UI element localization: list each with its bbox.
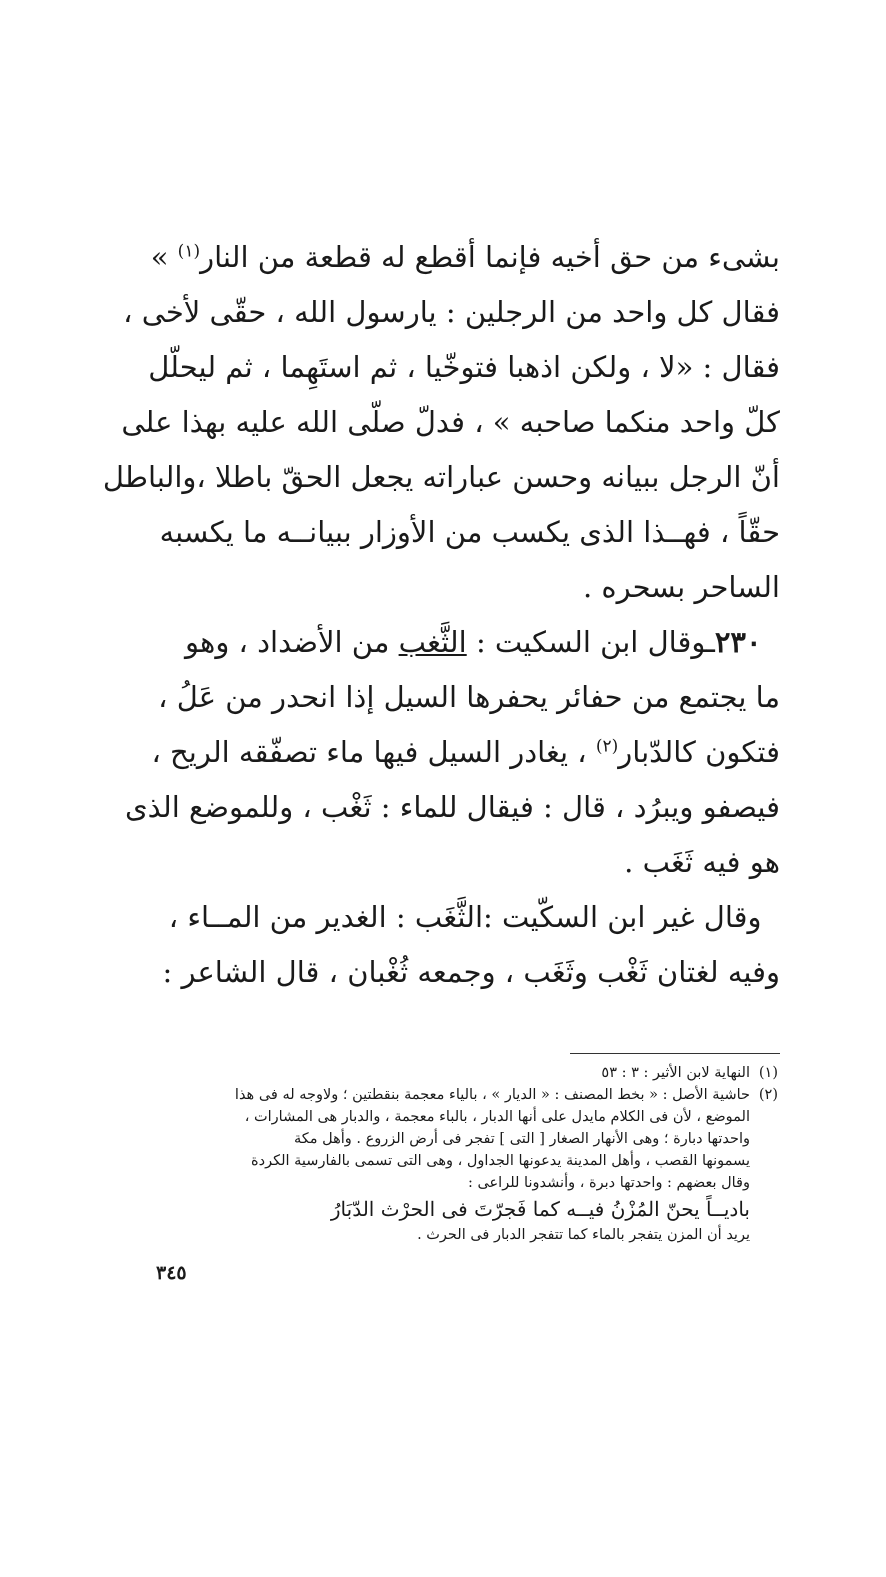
- footnote-line: يريد أن المزن يتفجر بالماء كما تتفجر الدبار فى الحرث .: [417, 1227, 750, 1243]
- entry-rest: من الأضداد ، وهو: [185, 625, 390, 659]
- text-line: [100, 230, 780, 285]
- quote-mark: »: [150, 240, 169, 274]
- entry-number: ٢٣٠: [714, 625, 762, 659]
- footnote-number: (١): [758, 1065, 778, 1081]
- body-paragraphs: [100, 230, 780, 1000]
- text-line-content: بشىء من حق أخيه فإنما أقطع له قطعة من النار: [200, 240, 780, 274]
- text-line: فقال كل واحد من الرجلين : يارسول الله ، حقّى لأخى ،: [123, 295, 780, 329]
- footnote-ref[interactable]: (١): [177, 241, 201, 262]
- text-line: أنّ الرجل ببيانه وحسن عباراته يجعل الحقّ باطلا ،والباطل: [102, 460, 780, 494]
- text-line-content: وقال غير ابن السكّيت :الثَّغَب : الغدير من المــاء ،: [168, 900, 762, 934]
- footnote-line: يسمونها القصب ، وأهل المدينة يدعونها الجداول ، وهى التى تسمى بالفارسية الكردة: [251, 1153, 750, 1169]
- footnote-line: الموضع ، لأن فى الكلام مايدل على أنها الدبار ، بالباء معجمة ، والدبار هى المشارات ،: [244, 1109, 750, 1125]
- entry-start: ـوقال ابن السكيت :: [475, 625, 715, 659]
- text-line: حقّاً ، فهــذا الذى يكسب من الأوزار ببيانــه ما يكسبه: [159, 515, 780, 549]
- text-line-content: ، يغادر السيل فيها ماء تصفّقه الريح ،: [151, 735, 587, 769]
- footnote-line: واحدتها دبارة ؛ وهى الأنهار الصغار [ التى ] تفجر فى أرض الزروع . وأهل مكة: [293, 1131, 750, 1147]
- text-line: [100, 725, 780, 780]
- footnote-1: [102, 1062, 778, 1084]
- footnote-line: وقال بعضهم : واحدتها دبرة ، وأنشدونا للراعى :: [467, 1175, 750, 1191]
- footnote-body: [102, 1084, 750, 1246]
- main-text: [100, 230, 780, 1000]
- footnote-separator: [570, 1053, 780, 1054]
- text-line: ما يجتمع من حفائر يحفرها السيل إذا انحدر من عَلُ ،: [158, 680, 780, 714]
- footnotes: [102, 1062, 778, 1246]
- poetry-verse: باديــاً يحنّ المُزْنُ فيــه كما فَجرّتَ فى الحرْث الدّبَارُ: [330, 1197, 750, 1221]
- text-line-content: فتكون كالدّبار: [618, 735, 780, 769]
- text-line: فيصفو ويبرُد ، قال : فيقال للماء : ثَغْب ، وللموضع الذى: [124, 790, 780, 824]
- footnote-2: [102, 1084, 778, 1246]
- text-line: [100, 890, 780, 945]
- text-line: الساحر بسحره .: [582, 570, 780, 604]
- entry-heading-line: [100, 615, 780, 670]
- footnote-line: حاشية الأصل : « بخط المصنف : « الديار » ، بالياء معجمة بنقطتين ؛ ولاوجه له فى هذا: [234, 1087, 750, 1103]
- text-line: وفيه لغتان ثَغْب وثَغَب ، وجمعه ثُغْبان ، قال الشاعر :: [162, 955, 780, 989]
- text-line: كلّ واحد منكما صاحبه » ، فدلّ صلّى الله عليه بهذا على: [121, 405, 780, 439]
- text-line: فقال : «لا ، ولكن اذهبا فتوخّيا ، ثم استَهِما ، ثم ليحلّل: [148, 350, 780, 384]
- footnote-ref[interactable]: (٢): [595, 736, 619, 757]
- footnote-text: النهاية لابن الأثير : ٣ : ٥٣: [601, 1065, 750, 1081]
- footnote-number: (٢): [758, 1087, 778, 1103]
- page-number: ٣٤٥: [156, 1262, 187, 1284]
- entry-term: الثَّغب: [398, 625, 467, 659]
- text-line: هو فيه ثَغَب .: [624, 845, 780, 879]
